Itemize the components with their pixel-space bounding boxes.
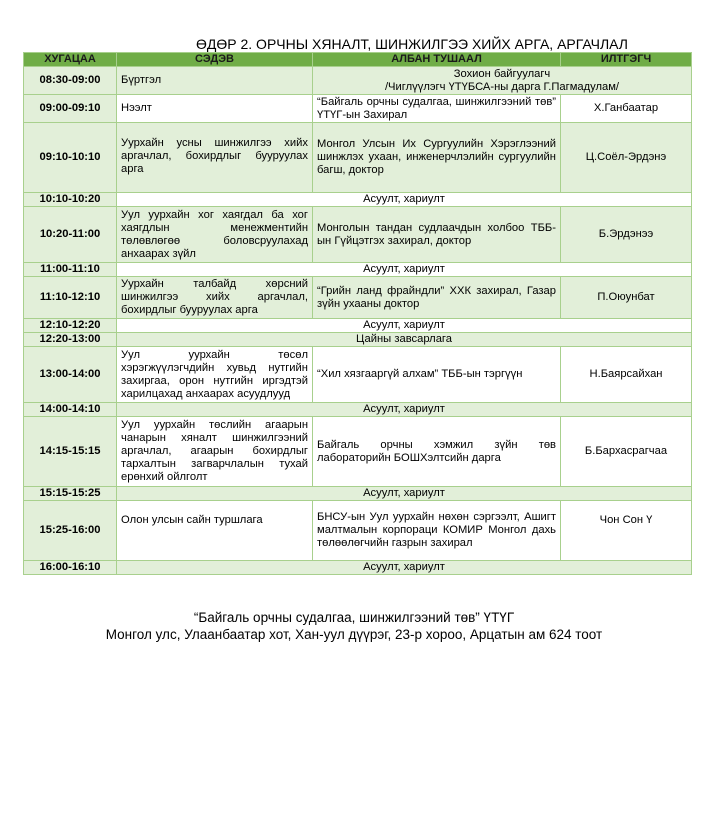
position-cell: Монгол Улсын Их Сургуулийн Хэрэглээний шинжлэх ухаан, инженерчлэлийн сургуулийн багш, доктор <box>313 123 561 193</box>
table-row <box>24 319 692 333</box>
break-cell: Асуулт, хариулт <box>117 487 692 501</box>
position-cell: “Хил хязгааргүй алхам” ТББ-ын тэргүүн <box>313 347 561 403</box>
table-row <box>24 193 692 207</box>
time-cell: 09:10-10:10 <box>24 123 117 193</box>
topic-cell: Бүртгэл <box>117 67 313 95</box>
table-row <box>24 487 692 501</box>
table-row <box>24 123 692 193</box>
table-row <box>24 67 692 95</box>
time-cell: 14:00-14:10 <box>24 403 117 417</box>
organizer-detail: /Чиглүүлэгч ҮТҮБСА-ны дарга Г.Пагмадулам/ <box>384 80 620 93</box>
speaker-cell: Ц.Соёл-Эрдэнэ <box>561 123 692 193</box>
organizer-label: Зохион байгуулагч <box>453 67 551 80</box>
header-speaker: ИЛТГЭГЧ <box>561 53 692 67</box>
topic-cell: Уул уурхайн төслийн агаарын чанарын хяналт шинжилгээний аргачлал, агаарын бохирдлыг тархалтын загварчлалын тухай ерөнхий ойлголт <box>117 417 313 487</box>
time-cell: 10:20-11:00 <box>24 207 117 263</box>
table-row <box>24 207 692 263</box>
table-row <box>24 277 692 319</box>
break-cell: Асуулт, хариулт <box>117 403 692 417</box>
page-title: ӨДӨР 2. ОРЧНЫ ХЯНАЛТ, ШИНЖИЛГЭЭ ХИЙХ АРГА, АРГАЧЛАЛ <box>196 36 628 52</box>
speaker-cell: Б.Эрдэнээ <box>561 207 692 263</box>
speaker-cell: П.Оюунбат <box>561 277 692 319</box>
lunch-break-cell: Цайны завсарлага <box>117 333 692 347</box>
header-time: ХУГАЦАА <box>24 53 117 67</box>
time-cell: 10:10-10:20 <box>24 193 117 207</box>
break-cell: Асуулт, хариулт <box>117 263 692 277</box>
footer-organization: “Байгаль орчны судалгаа, шинжилгээний төв” ҮТҮГ <box>193 610 515 625</box>
time-cell: 15:15-15:25 <box>24 487 117 501</box>
topic-cell: Уурхайн талбайд хөрсний шинжилгээ хийх аргачлал, бохирдлыг бууруулах арга <box>117 277 313 319</box>
topic-cell: Уурхайн усны шинжилгээ хийх аргачлал, бохирдлыг бууруулах арга <box>117 123 313 193</box>
position-cell: “Грийн ланд фрайндли” ХХК захирал, Газар зүйн ухааны доктор <box>313 277 561 319</box>
position-cell: Байгаль орчны хэмжил зүйн төв лабораторийн БОШХэлтсийн дарга <box>313 417 561 487</box>
topic-cell: Нээлт <box>117 95 313 123</box>
position-cell: “Байгаль орчны судалгаа, шинжилгээний төв” ҮТҮГ-ын Захирал <box>313 95 561 123</box>
time-cell: 11:10-12:10 <box>24 277 117 319</box>
time-cell: 13:00-14:00 <box>24 347 117 403</box>
time-cell: 12:20-13:00 <box>24 333 117 347</box>
time-cell: 16:00-16:10 <box>24 561 117 575</box>
time-cell: 15:25-16:00 <box>24 501 117 561</box>
topic-cell: Олон улсын сайн туршлага <box>117 501 313 561</box>
time-cell: 14:15-15:15 <box>24 417 117 487</box>
agenda-table <box>23 52 692 575</box>
table-row <box>24 333 692 347</box>
topic-cell: Уул уурхайн төсөл хэрэгжүүлэгчдийн хувьд нутгийн захиргаа, орон нутгийн иргэдтэй харилцахад анхаарах асуудлууд <box>117 347 313 403</box>
position-cell: БНСУ-ын Уул уурхайн нөхөн сэргээлт, Ашигт малтмалын корпораци КОМИР Монгол дахь төлөөлөгчийн газрын захирал <box>313 501 561 561</box>
table-row <box>24 417 692 487</box>
header-position: АЛБАН ТУШААЛ <box>313 53 561 67</box>
break-cell: Асуулт, хариулт <box>117 319 692 333</box>
table-row <box>24 263 692 277</box>
footer-address: Монгол улс, Улаанбаатар хот, Хан-уул дүүрэг, 23-р хороо, Арцатын ам 624 тоот <box>105 627 603 642</box>
table-row <box>24 95 692 123</box>
time-cell: 09:00-09:10 <box>24 95 117 123</box>
table-row <box>24 561 692 575</box>
time-cell: 11:00-11:10 <box>24 263 117 277</box>
speaker-cell: Б.Бархасрагчаа <box>561 417 692 487</box>
position-cell <box>313 67 692 95</box>
header-row <box>24 53 692 67</box>
table-row <box>24 501 692 561</box>
time-cell: 08:30-09:00 <box>24 67 117 95</box>
header-topic: СЭДЭВ <box>117 53 313 67</box>
table-row <box>24 403 692 417</box>
time-cell: 12:10-12:20 <box>24 319 117 333</box>
speaker-cell: Х.Ганбаатар <box>561 95 692 123</box>
topic-cell: Уул уурхайн хог хаягдал ба хог хаягдлын менежментийн төлөвлөгөө боловсруулахад анхаарах зүйл <box>117 207 313 263</box>
break-cell: Асуулт, хариулт <box>117 193 692 207</box>
break-cell: Асуулт, хариулт <box>117 561 692 575</box>
position-cell: Монголын тандан судлаачдын холбоо ТББ-ын Гүйцэтгэх захирал, доктор <box>313 207 561 263</box>
speaker-cell: Чон Сон Ү <box>561 501 692 561</box>
speaker-cell: Н.Баярсайхан <box>561 347 692 403</box>
table-row <box>24 347 692 403</box>
